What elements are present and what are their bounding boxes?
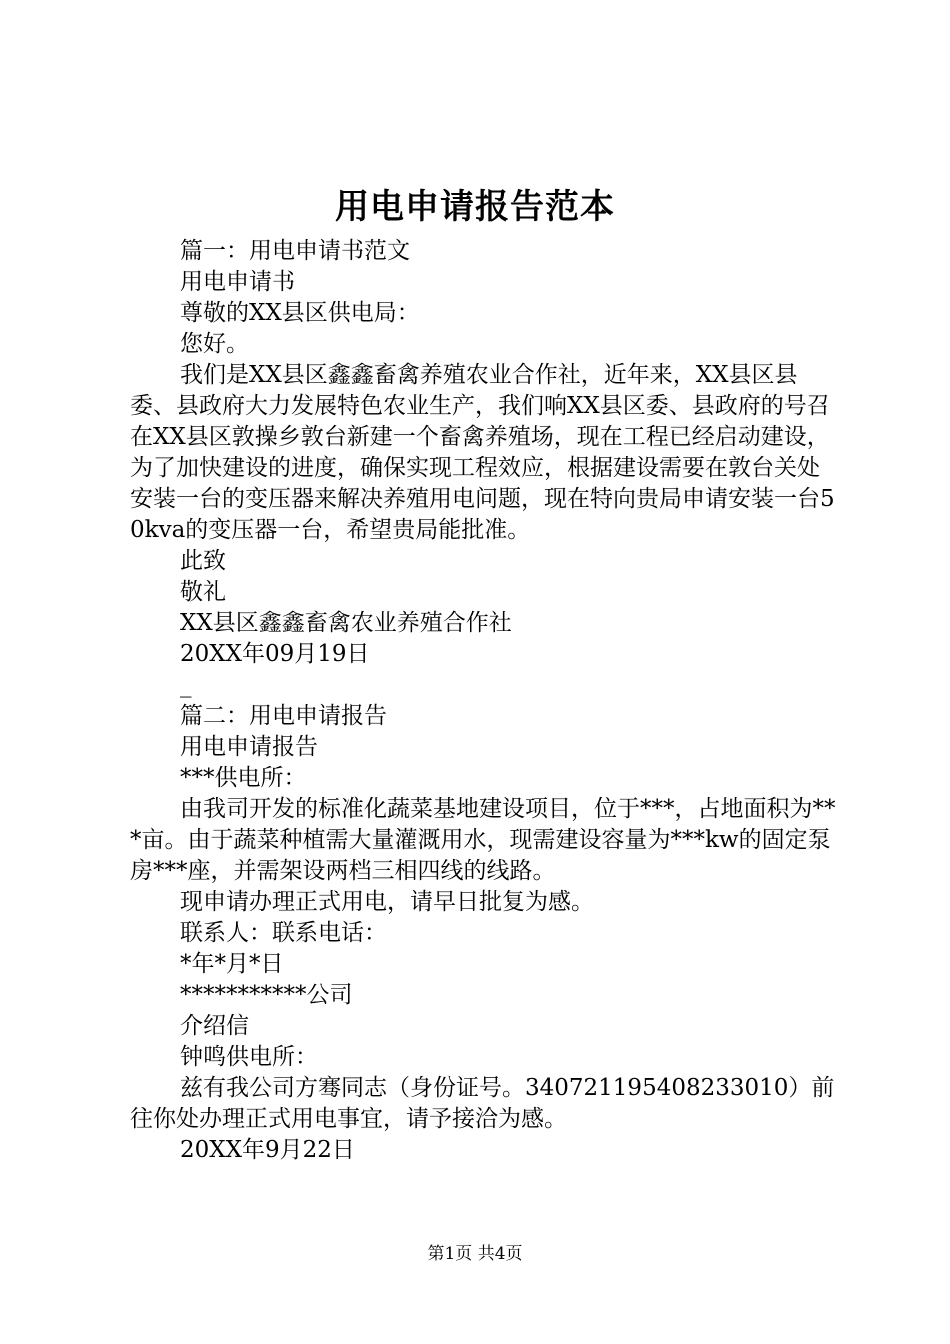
paragraph: 20XX年09月19日	[180, 641, 370, 667]
paragraph: 篇一：用电申请书范文	[180, 238, 410, 264]
paragraph: 兹有我公司方骞同志（身份证号。340721195408233010）前往你处办理正式用电事宜，请予接洽为感。	[130, 1075, 835, 1132]
document-title: 用电申请报告范本	[335, 187, 615, 227]
paragraph: ***供电所：	[180, 765, 307, 791]
paragraph: 用电申请报告	[180, 734, 318, 760]
document-body	[130, 236, 836, 1166]
paragraph: 您好。	[180, 331, 249, 357]
paragraph: _	[180, 672, 192, 698]
paragraph: 由我司开发的标准化蔬菜基地建设项目，位于***，占地面积为***亩。由于蔬菜种植需大量灌溉用水，现需建设容量为***kw的固定泵房***座，并需架设两档三相四线的线路。	[130, 796, 836, 884]
paragraph: 钟鸣供电所：	[180, 1044, 318, 1070]
paragraph: 尊敬的XX县区供电局：	[180, 300, 420, 326]
paragraph: 联系人：联系电话：	[180, 920, 387, 946]
paragraph: 20XX年9月22日	[180, 1137, 355, 1163]
page-footer: 第1页 共4页	[427, 1244, 523, 1264]
paragraph: XX县区鑫鑫畜禽农业养殖合作社	[180, 610, 512, 636]
paragraph: 篇二：用电申请报告	[180, 703, 387, 729]
paragraph: 此致	[180, 548, 226, 574]
paragraph: 介绍信	[180, 1013, 249, 1039]
paragraph: 敬礼	[180, 579, 226, 605]
paragraph: 用电申请书	[180, 269, 295, 295]
paragraph: ***********公司	[180, 982, 353, 1008]
paragraph: *年*月*日	[180, 951, 284, 977]
paragraph: 现申请办理正式用电，请早日批复为感。	[180, 889, 594, 915]
paragraph: 我们是XX县区鑫鑫畜禽养殖农业合作社，近年来，XX县区县委、县政府大力发展特色农业生产，我们响XX县区委、县政府的号召在XX县区敦操乡敦台新建一个畜禽养殖场，现在工程已经启动建设，为了加快建设的进度，确保实现工程效应，根据建设需要在敦台关处安装一台的变压器来解决养殖用电问题，现在特向贵局申请安装一台50kva的变压器一台，希望贵局能批准。	[130, 362, 835, 543]
